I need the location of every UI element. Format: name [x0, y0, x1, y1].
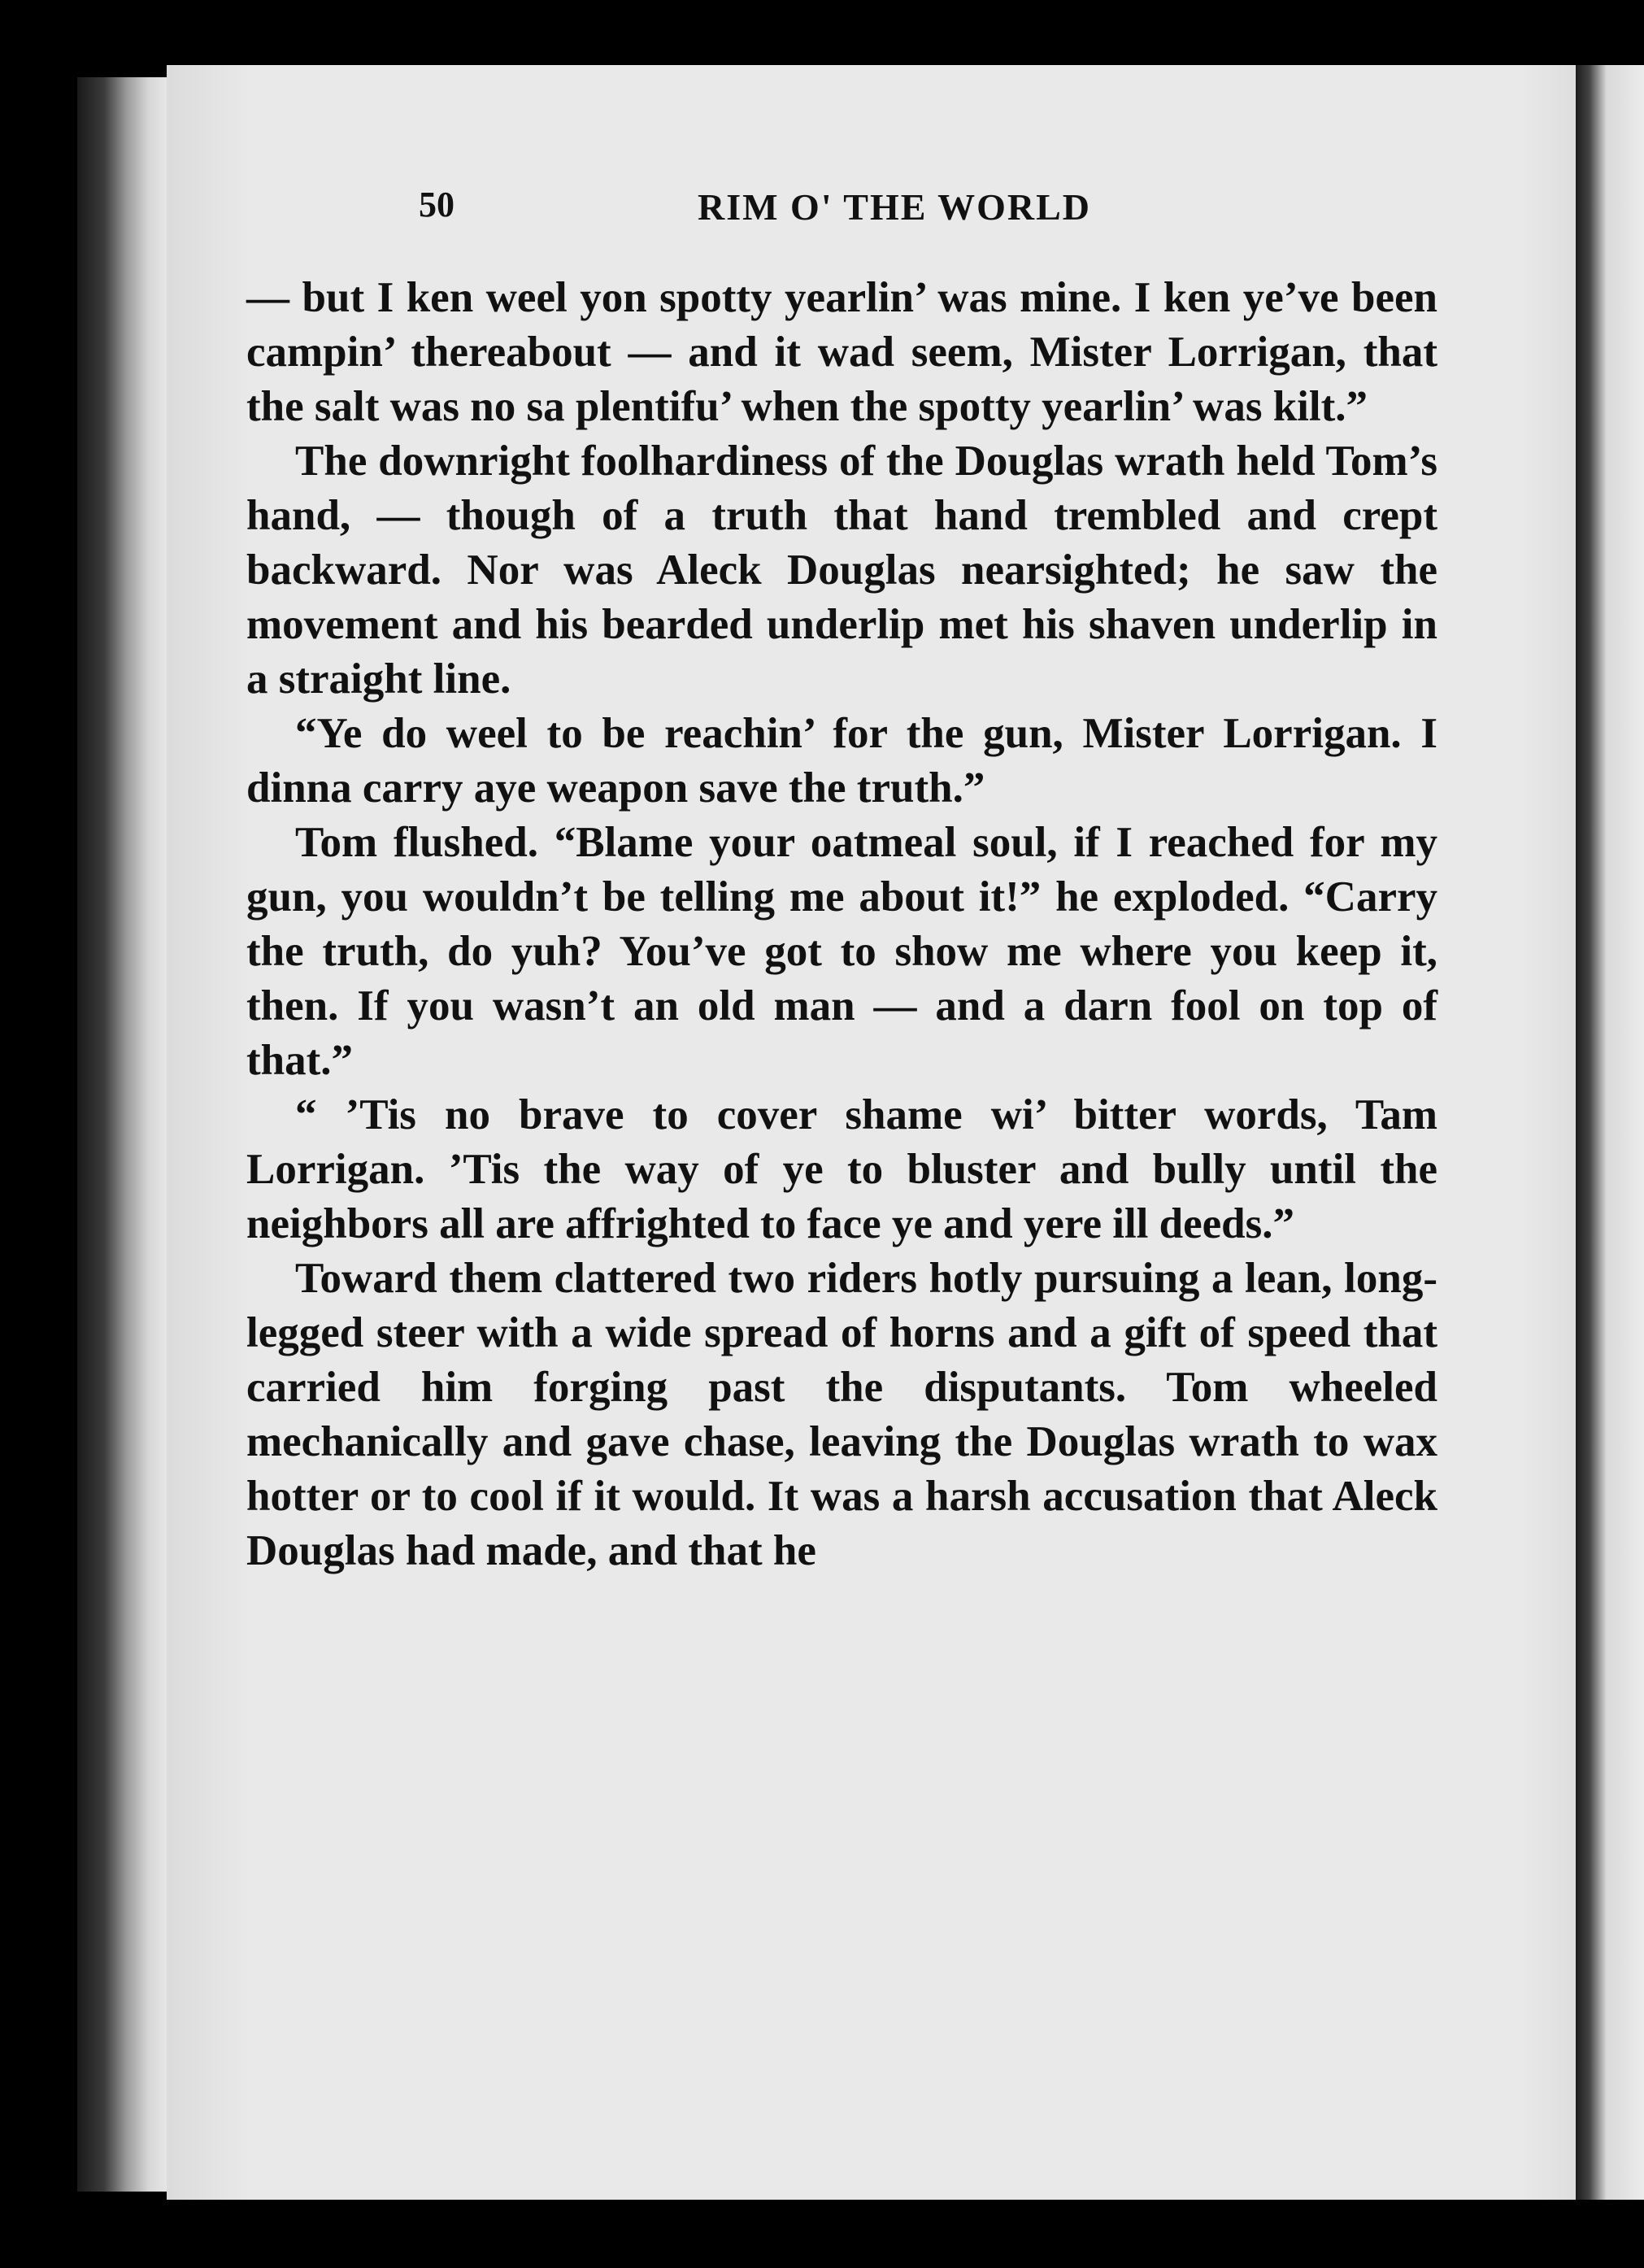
book-spine-edge	[77, 77, 167, 2192]
paragraph: Toward them clattered two riders hotly pursuing a lean, long-legged steer with a wide spread of horns and a gift of speed that carried him forging past the disputants. Tom wheeled mechanically and gave chase, leaving the Douglas wrath to wax hotter or to cool if it would. It was a harsh accusation that Aleck Douglas had made, and that he	[246, 1255, 1437, 1574]
paragraph: The downright foolhardiness of the Douglas wrath held Tom’s hand, — though of a truth that hand trembled and crept backward. Nor was Aleck Douglas nearsighted; he saw the movement and his bearded underlip met his shaven underlip in a straight line.	[246, 437, 1437, 703]
running-head	[246, 145, 1437, 230]
page-number: 50	[419, 185, 454, 224]
body-text	[246, 271, 1437, 1578]
paragraph: “ ’Tis no brave to cover shame wi’ bitter words, Tam Lorrigan. ’Tis the way of ye to bluster and bully until the neighbors all are affrighted to face ye and yere ill deeds.”	[246, 1091, 1437, 1247]
paragraph: — but I ken weel yon spotty yearlin’ was mine. I ken ye’ve been campin’ thereabout — and it wad seem, Mister Lorrigan, that the salt was no sa plentifu’ when the spotty yearlin’ was kilt.”	[246, 274, 1437, 430]
running-title: RIM O' THE WORLD	[698, 186, 1091, 228]
facing-page-edge	[1576, 65, 1644, 2200]
page-text-block	[246, 145, 1437, 1574]
paragraph: Tom flushed. “Blame your oatmeal soul, if I reached for my gun, you wouldn’t be telling me about it!” he exploded. “Carry the truth, do yuh? You’ve got to show me where you keep it, then. If you wasn’t an old man — and a darn fool on top of that.”	[246, 819, 1437, 1084]
paragraph: “Ye do weel to be reachin’ for the gun, Mister Lorrigan. I dinna carry aye weapon save the truth.”	[246, 710, 1437, 812]
